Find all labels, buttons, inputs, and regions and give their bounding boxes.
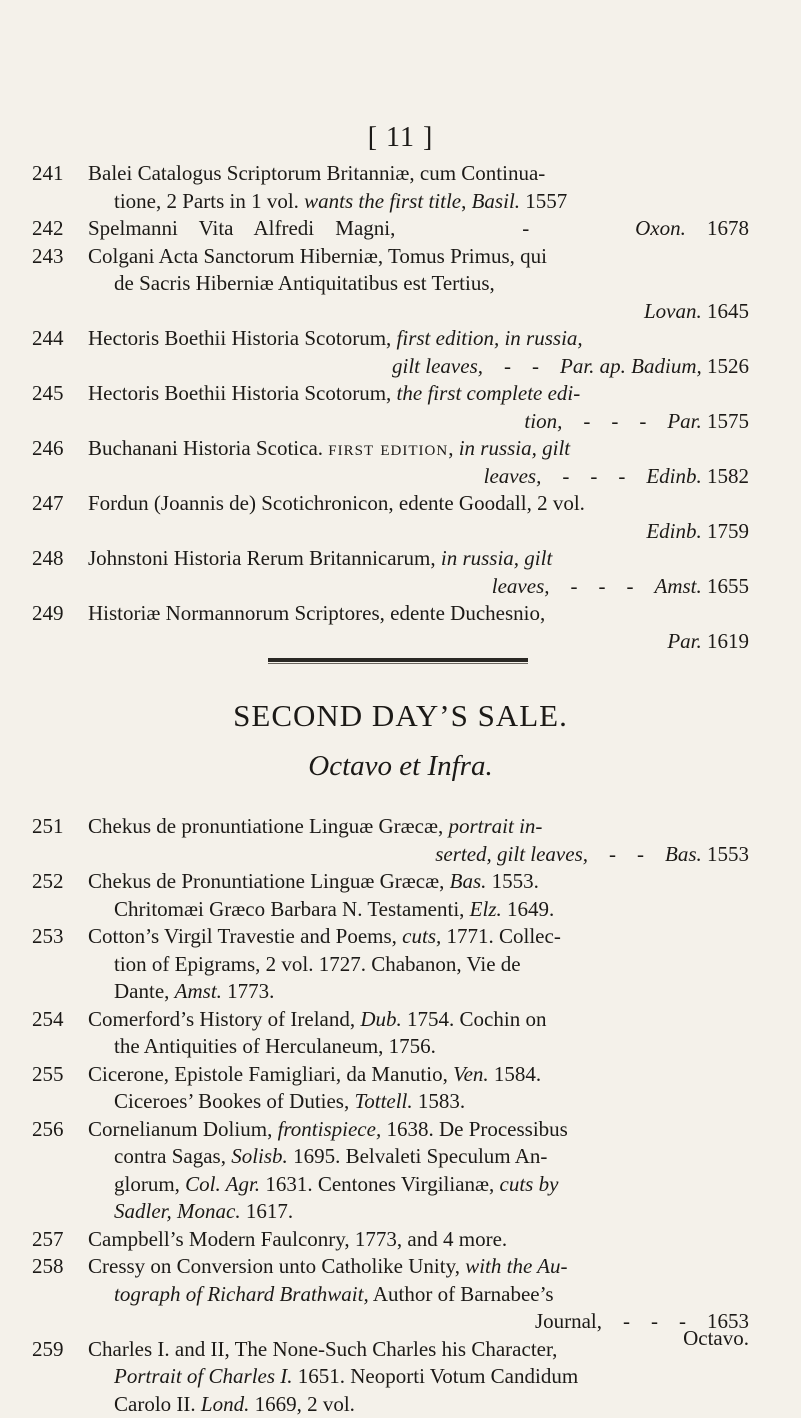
catalogue-entry-243 xyxy=(0,243,801,326)
entries-bottom xyxy=(0,813,801,1418)
entry-text xyxy=(88,1116,749,1226)
entry-line: tograph of Richard Brathwait, Author of Barnabee’s xyxy=(88,1281,749,1309)
page-number: [ 11 ] xyxy=(0,122,801,154)
entry-line: Balei Catalogus Scriptorum Britanniæ, cum Continua- xyxy=(88,160,749,188)
entries-top xyxy=(0,160,801,655)
lot-number: 257 xyxy=(32,1226,64,1254)
entry-line: Hectoris Boethii Historia Scotorum, the first complete edi- xyxy=(88,380,749,408)
entry-text xyxy=(88,380,749,435)
entry-line: Par. 1619 xyxy=(88,628,749,656)
entry-line: Cotton’s Virgil Travestie and Poems, cuts, 1771. Collec- xyxy=(88,923,749,951)
entry-line: leaves, - - - Edinb. 1582 xyxy=(88,463,749,491)
entry-line: Colgani Acta Sanctorum Hiberniæ, Tomus Primus, qui xyxy=(88,243,749,271)
entry-line: Johnstoni Historia Rerum Britannicarum, in russia, gilt xyxy=(88,545,749,573)
catalogue-entry-245 xyxy=(0,380,801,435)
lot-number: 247 xyxy=(32,490,64,518)
entry-text xyxy=(88,868,749,923)
entry-line: serted, gilt leaves, - - Bas. 1553 xyxy=(88,841,749,869)
entry-text xyxy=(88,1006,749,1061)
entry-line: Chekus de pronuntiatione Linguæ Græcæ, portrait in- xyxy=(88,813,749,841)
catalogue-entry-242 xyxy=(0,215,801,243)
entry-line: Chritomæi Græco Barbara N. Testamenti, Elz. 1649. xyxy=(88,896,749,924)
entry-line: Cornelianum Dolium, frontispiece, 1638. De Processibus xyxy=(88,1116,749,1144)
lot-number: 253 xyxy=(32,923,64,951)
entry-line: Lovan. 1645 xyxy=(88,298,749,326)
entry-line: Chekus de Pronuntiatione Linguæ Græcæ, Bas. 1553. xyxy=(88,868,749,896)
entry-line: gilt leaves, - - Par. ap. Badium, 1526 xyxy=(88,353,749,381)
lot-number: 245 xyxy=(32,380,64,408)
catalogue-entry-255 xyxy=(0,1061,801,1116)
entry-line: Journal, - - - 1653 xyxy=(88,1308,749,1336)
entry-text xyxy=(88,243,749,326)
entry-text xyxy=(88,435,749,490)
entry-line: Fordun (Joannis de) Scotichronicon, edente Goodall, 2 vol. xyxy=(88,490,749,518)
lot-number: 251 xyxy=(32,813,64,841)
entry-text xyxy=(88,923,749,1006)
entry-text xyxy=(88,600,749,655)
entry-line: Spelmanni Vita Alfredi Magni, - Oxon. 1678 xyxy=(88,215,749,243)
entry-text xyxy=(88,325,749,380)
lot-number: 248 xyxy=(32,545,64,573)
catchword: Octavo. xyxy=(683,1326,749,1351)
lot-number: 255 xyxy=(32,1061,64,1089)
catalogue-entry-252 xyxy=(0,868,801,923)
entry-line: tione, 2 Parts in 1 vol. wants the first title, Basil. 1557 xyxy=(88,188,749,216)
section-subheading: Octavo et Infra. xyxy=(0,750,801,783)
entry-text xyxy=(88,1336,749,1418)
entry-line: glorum, Col. Agr. 1631. Centones Virgilianæ, cuts by xyxy=(88,1171,749,1199)
entry-line: Buchanani Historia Scotica. first edition, in russia, gilt xyxy=(88,435,749,463)
entry-line: the Antiquities of Herculaneum, 1756. xyxy=(88,1033,749,1061)
catalogue-entry-249 xyxy=(0,600,801,655)
entry-line: Hectoris Boethii Historia Scotorum, first edition, in russia, xyxy=(88,325,749,353)
lot-number: 241 xyxy=(32,160,64,188)
entry-line: Cressy on Conversion unto Catholike Unity, with the Au- xyxy=(88,1253,749,1281)
entry-line: Charles I. and II, The None-Such Charles his Character, xyxy=(88,1336,749,1364)
lot-number: 242 xyxy=(32,215,64,243)
entry-line: Carolo II. Lond. 1669, 2 vol. xyxy=(88,1391,749,1418)
lot-number: 252 xyxy=(32,868,64,896)
catalogue-entry-253 xyxy=(0,923,801,1006)
entry-text xyxy=(88,215,749,243)
catalogue-entry-259 xyxy=(0,1336,801,1418)
entry-text xyxy=(88,1253,749,1336)
entry-line: Portrait of Charles I. 1651. Neoporti Votum Candidum xyxy=(88,1363,749,1391)
entry-line: tion of Epigrams, 2 vol. 1727. Chabanon, Vie de xyxy=(88,951,749,979)
lot-number: 244 xyxy=(32,325,64,353)
catalogue-entry-257 xyxy=(0,1226,801,1254)
entry-line: Ciceroes’ Bookes of Duties, Tottell. 1583. xyxy=(88,1088,749,1116)
section-rule xyxy=(268,658,528,662)
catalogue-entry-241 xyxy=(0,160,801,215)
entry-line: de Sacris Hiberniæ Antiquitatibus est Tertius, xyxy=(88,270,749,298)
section-heading: SECOND DAY’S SALE. xyxy=(0,698,801,734)
lot-number: 256 xyxy=(32,1116,64,1144)
lot-number: 243 xyxy=(32,243,64,271)
catalogue-entry-256 xyxy=(0,1116,801,1226)
catalogue-entry-254 xyxy=(0,1006,801,1061)
entry-text xyxy=(88,160,749,215)
entry-line: tion, - - - Par. 1575 xyxy=(88,408,749,436)
entry-text xyxy=(88,1226,749,1254)
entry-line: Sadler, Monac. 1617. xyxy=(88,1198,749,1226)
lot-number: 249 xyxy=(32,600,64,628)
entry-text xyxy=(88,813,749,868)
entry-text xyxy=(88,490,749,545)
lot-number: 258 xyxy=(32,1253,64,1281)
catalogue-entry-246 xyxy=(0,435,801,490)
lot-number: 246 xyxy=(32,435,64,463)
lot-number: 259 xyxy=(32,1336,64,1364)
entry-line: Campbell’s Modern Faulconry, 1773, and 4 more. xyxy=(88,1226,749,1254)
catalogue-entry-258 xyxy=(0,1253,801,1336)
entry-line: Dante, Amst. 1773. xyxy=(88,978,749,1006)
entry-text xyxy=(88,1061,749,1116)
catalogue-entry-244 xyxy=(0,325,801,380)
catalogue-entry-248 xyxy=(0,545,801,600)
entry-line: Cicerone, Epistole Famigliari, da Manutio, Ven. 1584. xyxy=(88,1061,749,1089)
catalogue-entry-247 xyxy=(0,490,801,545)
entry-line: Comerford’s History of Ireland, Dub. 1754. Cochin on xyxy=(88,1006,749,1034)
entry-text xyxy=(88,545,749,600)
lot-number: 254 xyxy=(32,1006,64,1034)
entry-line: contra Sagas, Solisb. 1695. Belvaleti Speculum An- xyxy=(88,1143,749,1171)
section-rule-thin xyxy=(268,663,528,664)
entry-line: Historiæ Normannorum Scriptores, edente Duchesnio, xyxy=(88,600,749,628)
catalogue-entry-251 xyxy=(0,813,801,868)
entry-line: Edinb. 1759 xyxy=(88,518,749,546)
entry-line: leaves, - - - Amst. 1655 xyxy=(88,573,749,601)
